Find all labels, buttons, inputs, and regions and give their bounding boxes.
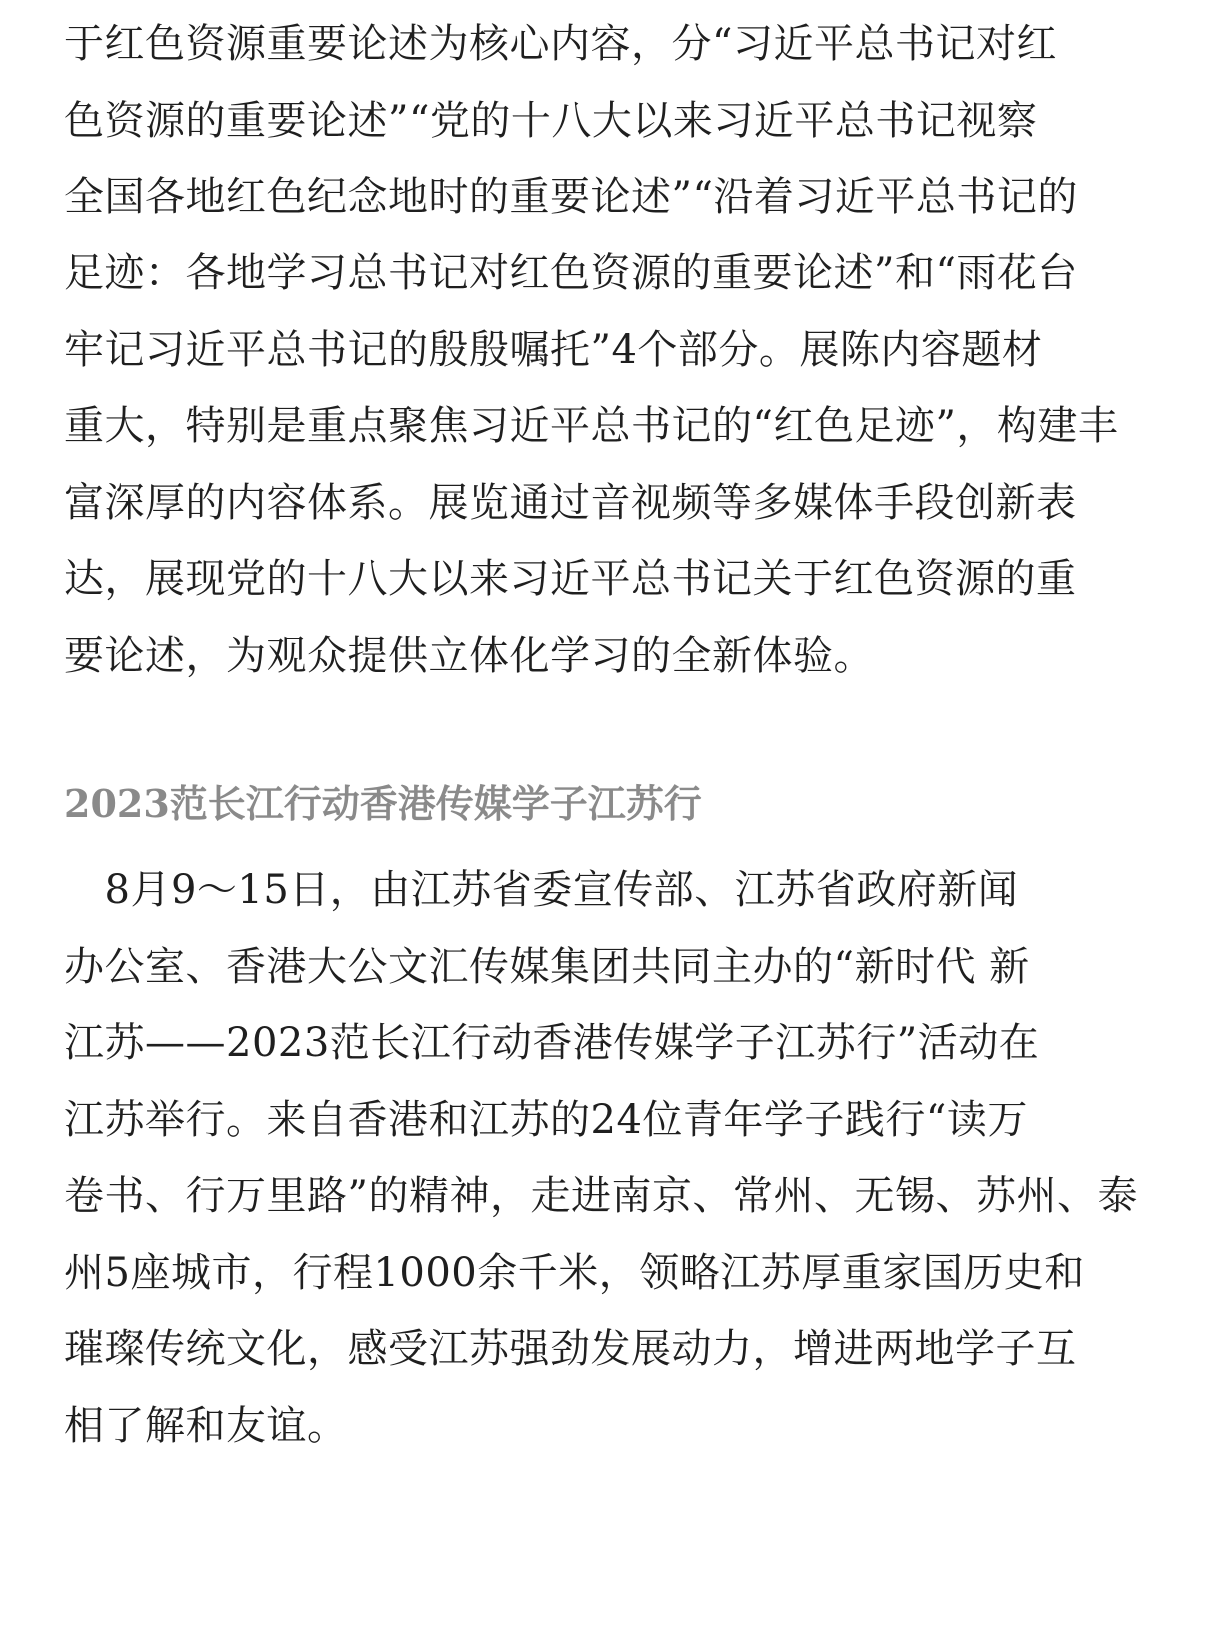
text-line: 全国各地红色纪念地时的重要论述”“沿着习近平总书记的 [64, 174, 1078, 220]
text-line: 州5座城市，行程1000余千米，领略江苏厚重家国历史和 [64, 1250, 1085, 1296]
text-line: 富深厚的内容体系。展览通过音视频等多媒体手段创新表 [64, 480, 1077, 526]
text-line: 要论述，为观众提供立体化学习的全新体验。 [64, 633, 874, 679]
text-line: 于红色资源重要论述为核心内容，分“习近平总书记对红 [64, 21, 1057, 67]
text-line: 色资源的重要论述”“党的十八大以来习近平总书记视察 [64, 98, 1038, 144]
text-line: 足迹：各地学习总书记对红色资源的重要论述”和“雨花台 [64, 250, 1078, 296]
text-line: 相了解和友谊。 [64, 1403, 348, 1449]
text-line: 办公室、香港大公文汇传媒集团共同主办的“新时代 新 [64, 944, 1030, 990]
text-line: 8月9～15日，由江苏省委宣传部、江苏省政府新闻 [64, 867, 1019, 913]
text-line: 牢记习近平总书记的殷殷嘱托”4个部分。展陈内容题材 [64, 327, 1043, 373]
text-line: 达，展现党的十八大以来习近平总书记关于红色资源的重 [64, 556, 1077, 602]
section-heading: 2023范长江行动香港传媒学子江苏行 [64, 781, 702, 826]
text-line: 江苏——2023范长江行动香港传媒学子江苏行”活动在 [64, 1020, 1040, 1066]
text-line: 璀璨传统文化，感受江苏强劲发展动力，增进两地学子互 [64, 1326, 1077, 1372]
text-line: 卷书、行万里路”的精神，走进南京、常州、无锡、苏州、泰 [64, 1173, 1138, 1219]
text-line: 江苏举行。来自香港和江苏的24位青年学子践行“读万 [64, 1097, 1028, 1143]
text-line: 重大，特别是重点聚焦习近平总书记的“红色足迹”，构建丰 [64, 403, 1119, 449]
